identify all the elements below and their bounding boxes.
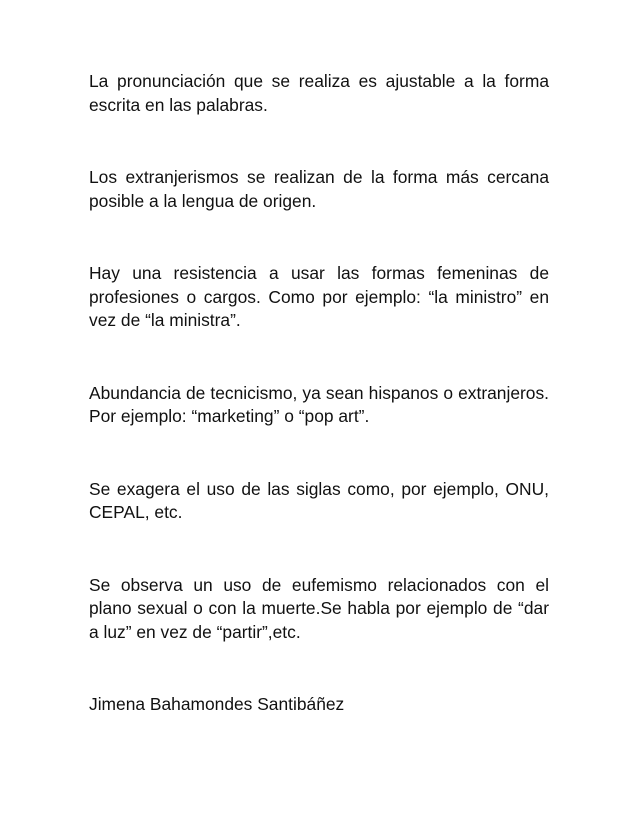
document-body xyxy=(89,70,549,717)
paragraph-pronunciation: La pronunciación que se realiza es ajustable a la forma escrita en las palabras. xyxy=(89,71,549,115)
paragraph-euphemisms: Se observa un uso de eufemismo relacionados con el plano sexual o con la muerte.Se habla por ejemplo de “dar a luz” en vez de “partir”,etc. xyxy=(89,574,549,642)
paragraph-technicisms: Abundancia de tecnicismo, ya sean hispanos o extranjeros. Por ejemplo: “marketing” o “pop art”. xyxy=(89,382,549,426)
paragraph-foreign-words: Los extranjerismos se realizan de la forma más cercana posible a la lengua de origen. xyxy=(89,167,549,211)
paragraph-feminine-forms: Hay una resistencia a usar las formas femeninas de profesiones o cargos. Como por ejemplo: “la ministro” en vez de “la ministra”. xyxy=(89,263,549,330)
author-signature: Jimena Bahamondes Santibáñez xyxy=(89,694,345,714)
paragraph-acronyms: Se exagera el uso de las siglas como, por ejemplo, ONU, CEPAL, etc. xyxy=(89,478,549,522)
